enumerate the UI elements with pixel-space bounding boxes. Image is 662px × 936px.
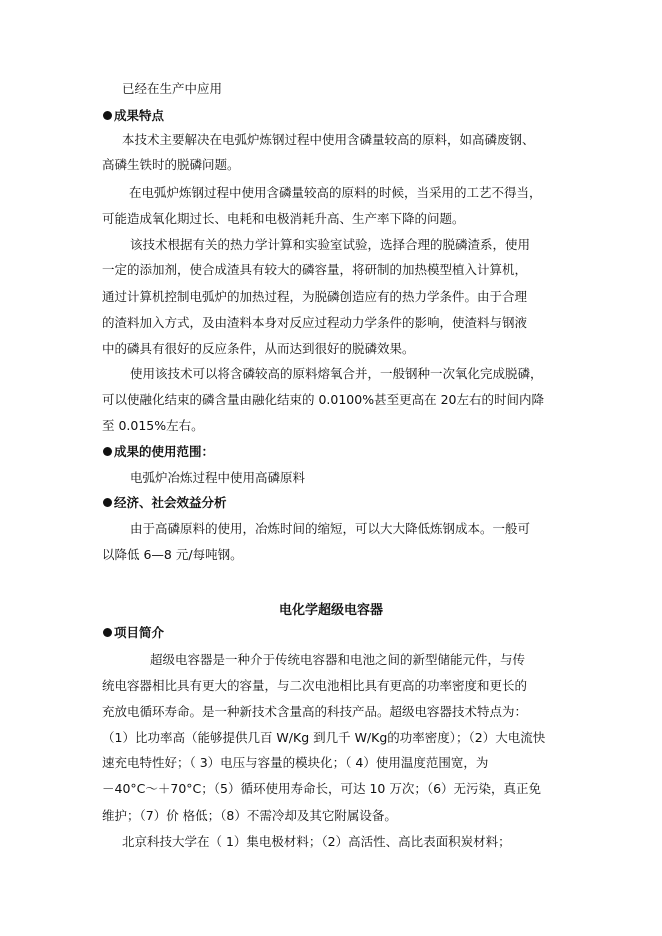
paragraph-line: 由于高磷原料的使用，冶炼时间的缩短，可以大大降低炼钢成本。一般可 bbox=[130, 521, 531, 536]
intro-heading-text: 项目简介 bbox=[114, 625, 165, 640]
paragraph-line: 在电弧炉炼钢过程中使用含磷量较高的原料的时候，当采用的工艺不得当， bbox=[129, 185, 542, 200]
paragraph-line: 超级电容器是一种介于传统电容器和电池之间的新型储能元件，与传 bbox=[150, 652, 526, 667]
bullet-icon bbox=[103, 111, 112, 120]
bullet-icon bbox=[103, 498, 112, 507]
intro-line: 已经在生产中应用 bbox=[122, 81, 223, 96]
features-heading-text: 成果特点 bbox=[114, 108, 165, 123]
paragraph-line: －40°C～＋70°C；（5）循环使用寿命长，可达 10 万次；（6）无污染，真正免 bbox=[102, 781, 542, 796]
paragraph-line: 可能造成氧化期过长、电耗和电极消耗升高、生产率下降的问题。 bbox=[102, 211, 465, 226]
paragraph-line: 中的磷具有很好的反应条件，从而达到很好的脱磷效果。 bbox=[102, 341, 415, 356]
benefit-heading bbox=[103, 495, 227, 511]
features-heading bbox=[103, 108, 164, 124]
paragraph-line: （1）比功率高（能够提供几百 W/Kg 到几千 W/Kg的功率密度）；（2）大电流快 bbox=[102, 730, 546, 745]
paragraph-line: 该技术根据有关的热力学计算和实验室试验，选择合理的脱磷渣系，使用 bbox=[130, 237, 531, 252]
paragraph-line: 以降低 6—8 元/每吨钢。 bbox=[102, 547, 243, 562]
paragraph-line: 高磷生铁时的脱磷问题。 bbox=[102, 157, 240, 172]
paragraph-line: 维护；（7）价 格低；（8）不需冷却及其它附属设备。 bbox=[102, 808, 397, 823]
intro-heading bbox=[103, 625, 164, 641]
bullet-icon bbox=[103, 447, 112, 456]
paragraph-line: 一定的添加剂，使合成渣具有较大的磷容量，将研制的加热模型植入计算机， bbox=[102, 262, 528, 277]
benefit-heading-text: 经济、社会效益分析 bbox=[114, 495, 227, 510]
scope-text: 电弧炉冶炼过程中使用高磷原料 bbox=[130, 470, 306, 485]
scope-heading bbox=[103, 444, 214, 460]
paragraph-line: 通过计算机控制电弧炉的加热过程，为脱磷创造应有的热力学条件。由于合理 bbox=[102, 289, 528, 304]
bullet-icon bbox=[103, 628, 112, 637]
section-title: 电化学超级电容器 bbox=[278, 603, 383, 618]
paragraph-line: 速充电特性好；（ 3）电压与容量的模块化；（ 4）使用温度范围宽，为 bbox=[102, 755, 489, 770]
scope-heading-text: 成果的使用范围： bbox=[114, 444, 215, 459]
paragraph-line: 充放电循环寿命。是一种新技术含量高的科技产品。超级电容器技术特点为： bbox=[102, 704, 528, 719]
paragraph-line: 使用该技术可以将含磷较高的原料熔氧合并，一般钢种一次氧化完成脱磷， bbox=[130, 366, 543, 381]
paragraph-line: 统电容器相比具有更大的容量，与二次电池相比具有更高的功率密度和更长的 bbox=[102, 678, 528, 693]
paragraph-line: 北京科技大学在（ 1）集电极材料；（2）高活性、高比表面积炭材料； bbox=[122, 834, 511, 849]
paragraph-line: 的渣料加入方式，及由渣料本身对反应过程动力学条件的影响，使渣料与钢液 bbox=[102, 315, 528, 330]
paragraph-line: 可以使融化结束的磷含量由融化结束的 0.0100%甚至更高在 20左右的时间内降 bbox=[102, 392, 544, 407]
paragraph-line: 本技术主要解决在电弧炉炼钢过程中使用含磷量较高的原料，如高磷废钢、 bbox=[122, 132, 535, 147]
paragraph-line: 至 0.015%左右。 bbox=[102, 418, 204, 433]
